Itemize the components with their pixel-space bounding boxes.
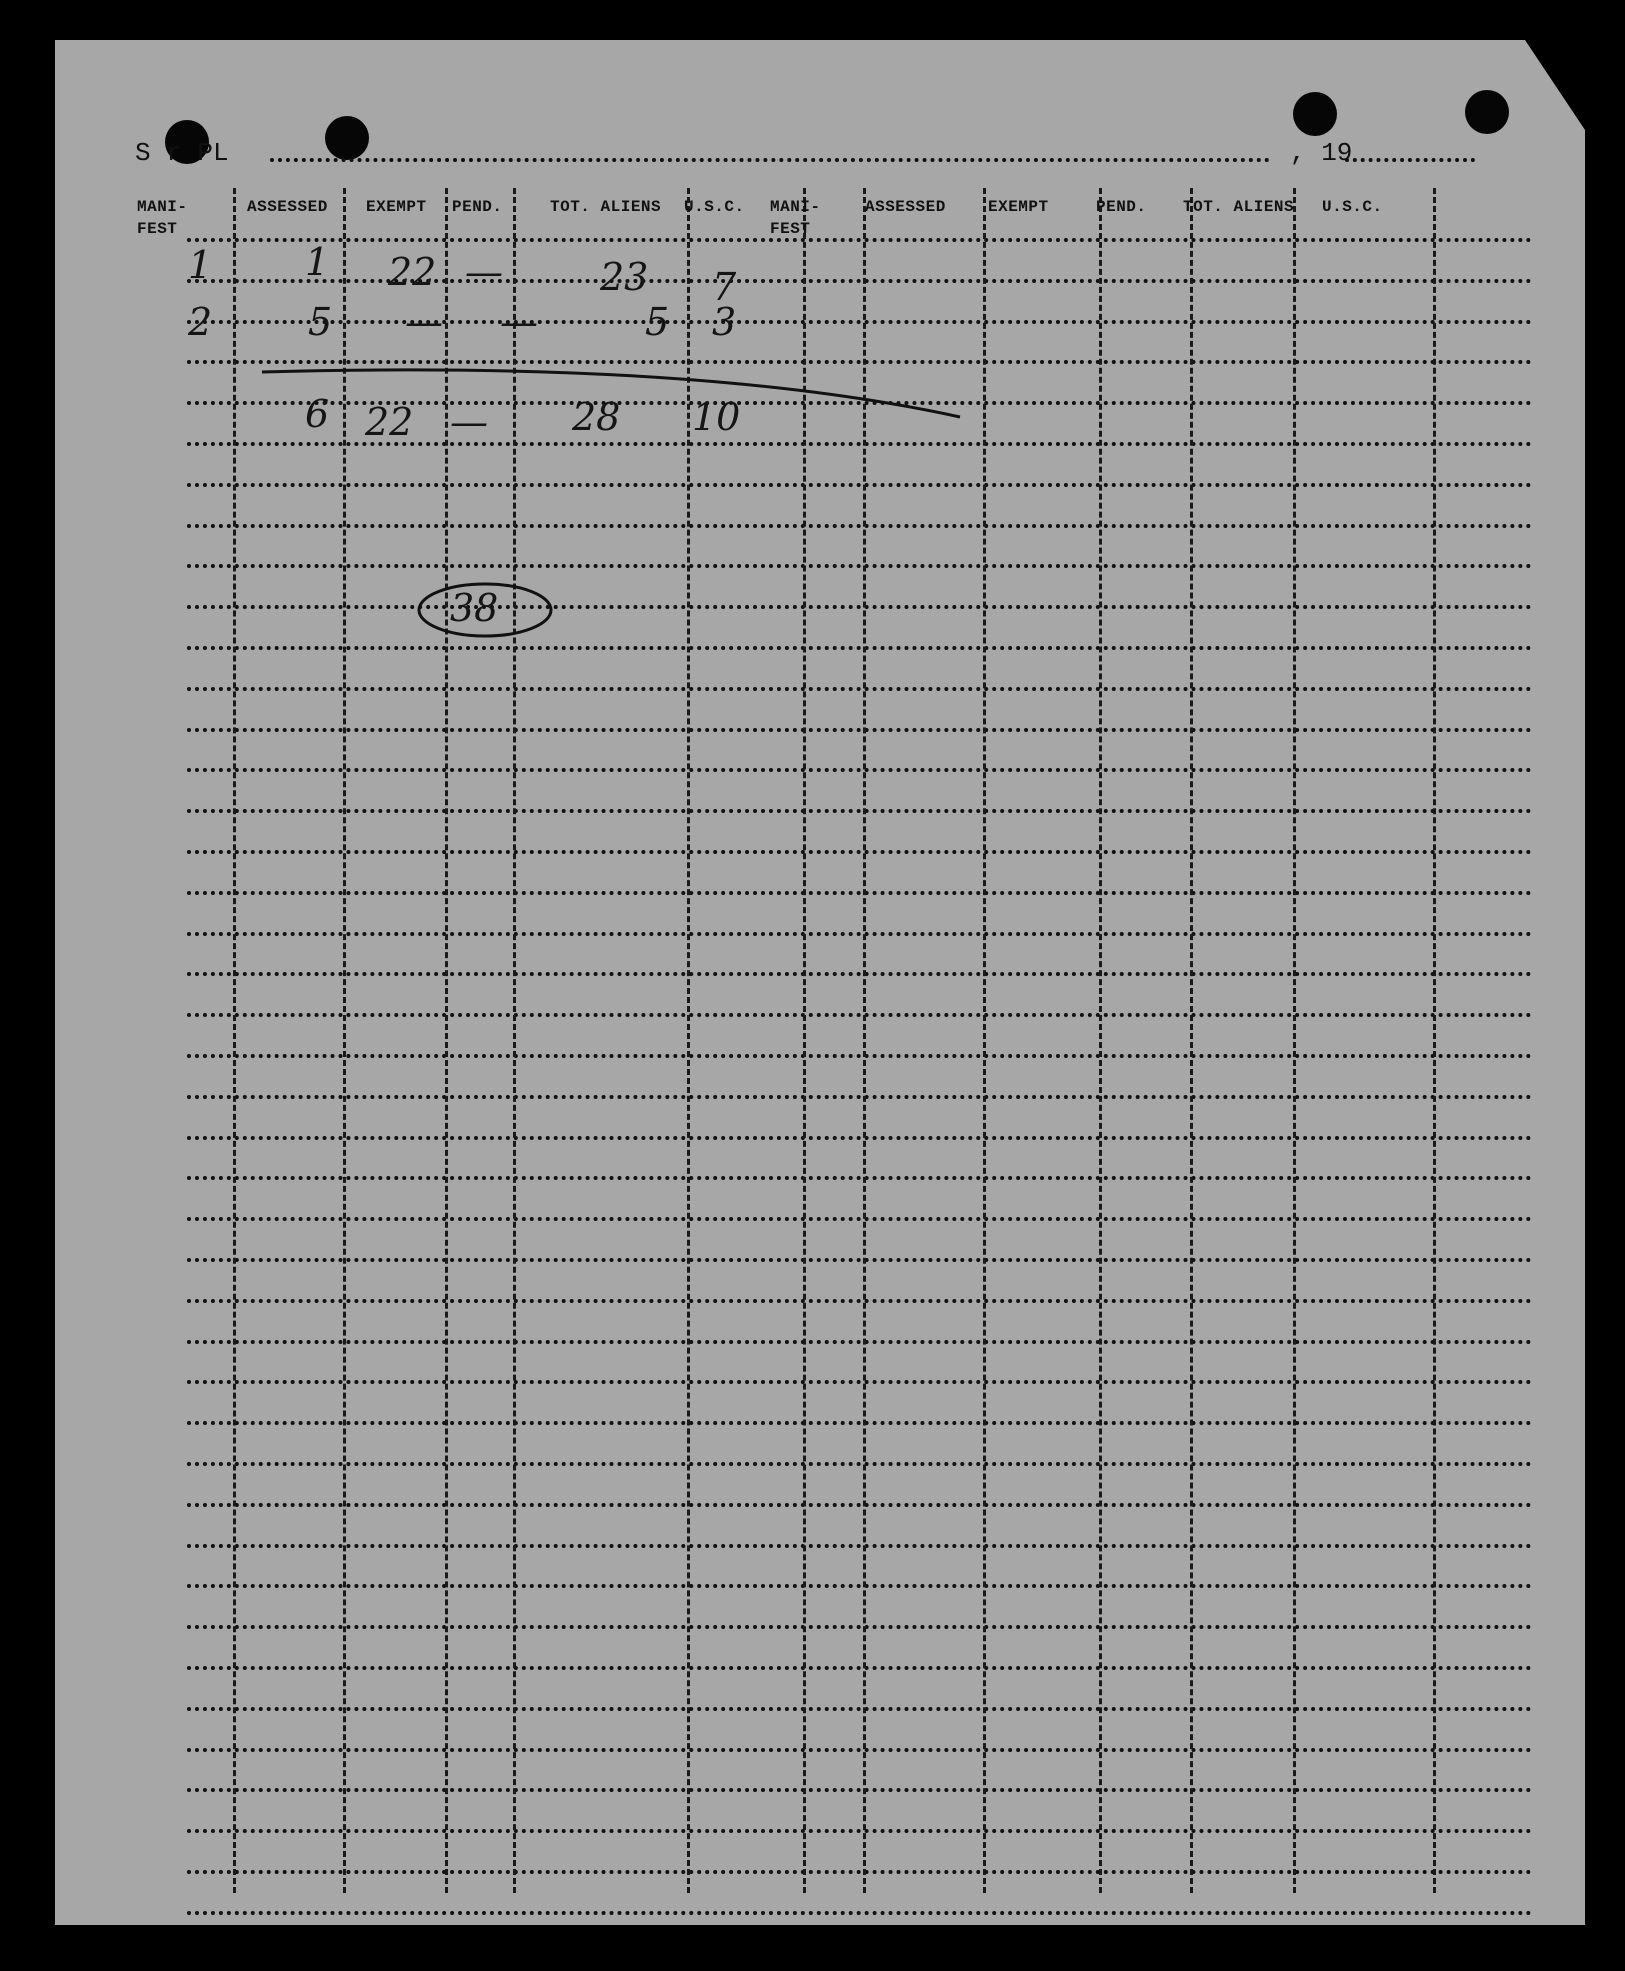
ledger-rule <box>187 1544 1532 1548</box>
ledger-rule <box>187 1095 1532 1099</box>
ledger-rule <box>187 687 1532 691</box>
col-tot-aliens-header-right: TOT. ALIENS <box>1183 198 1295 216</box>
ledger-rule <box>187 1258 1532 1262</box>
ledger-rule <box>187 1870 1532 1874</box>
ledger-rule <box>187 1054 1532 1058</box>
col-manifest-header: MANI- FEST <box>137 198 188 238</box>
total-assessed: 6 <box>305 392 330 436</box>
row2-assessed: 5 <box>308 300 333 344</box>
ledger-rule <box>187 1380 1532 1384</box>
ledger-rule <box>187 646 1532 650</box>
year-label: , 19 <box>1290 138 1353 168</box>
ledger-rule <box>187 1748 1532 1752</box>
ledger-rule <box>187 1666 1532 1670</box>
row1-manifest: 1 <box>188 243 213 287</box>
ledger-rule <box>187 768 1532 772</box>
ledger-rule <box>187 1625 1532 1629</box>
col-pend-header-right: PEND. <box>1096 198 1147 216</box>
ledger-rule <box>187 1176 1532 1180</box>
ledger-rule <box>187 1707 1532 1711</box>
total-exempt: 22 <box>365 400 414 444</box>
col-usc-header: U.S.C. <box>684 198 745 216</box>
col-tot-aliens-header: TOT. ALIENS <box>550 198 662 216</box>
row1-pend: — <box>465 250 503 294</box>
row1-exempt: 22 <box>388 250 437 294</box>
col-exempt-header: EXEMPT <box>366 198 427 216</box>
ledger-rule <box>187 605 1532 609</box>
col-manifest-header-right: MANI- FEST <box>770 198 821 238</box>
ledger-rule <box>187 850 1532 854</box>
ledger-rule <box>187 1013 1532 1017</box>
total-pend: — <box>450 400 488 444</box>
col-assessed-header-right: ASSESSED <box>865 198 946 216</box>
ledger-rule <box>187 1299 1532 1303</box>
form-title: S r PL <box>135 138 229 168</box>
ledger-rule <box>187 809 1532 813</box>
circled-total: 38 <box>450 586 499 630</box>
col-assessed-header: ASSESSED <box>247 198 328 216</box>
row2-tot-aliens: 5 <box>645 300 670 344</box>
col-usc-header-right: U.S.C. <box>1322 198 1383 216</box>
row2-exempt: — <box>405 300 443 344</box>
ledger-rule <box>187 1340 1532 1344</box>
row2-manifest: 2 <box>188 300 213 344</box>
ledger-rule <box>187 932 1532 936</box>
row1-assessed: 1 <box>305 240 330 284</box>
col-exempt-header-right: EXEMPT <box>988 198 1049 216</box>
totals-underline <box>0 0 1625 600</box>
ledger-rule <box>187 1462 1532 1466</box>
row1-usc: 7 <box>712 265 737 309</box>
row2-pend: — <box>500 300 538 344</box>
ledger-rule <box>187 1217 1532 1221</box>
ledger-rule <box>187 1136 1532 1140</box>
total-usc: 10 <box>692 395 741 439</box>
ledger-rule <box>187 972 1532 976</box>
ledger-rule <box>187 728 1532 732</box>
row1-tot-aliens: 23 <box>600 255 649 299</box>
ledger-rule <box>187 1829 1532 1833</box>
ledger-rule <box>187 1503 1532 1507</box>
row2-usc: 3 <box>712 300 737 344</box>
ledger-rule <box>187 891 1532 895</box>
ledger-rule <box>187 1421 1532 1425</box>
ledger-rule <box>187 1911 1532 1915</box>
col-pend-header: PEND. <box>452 198 503 216</box>
ledger-rule <box>187 1788 1532 1792</box>
total-tot-aliens: 28 <box>572 395 621 439</box>
ledger-rule <box>187 1584 1532 1588</box>
